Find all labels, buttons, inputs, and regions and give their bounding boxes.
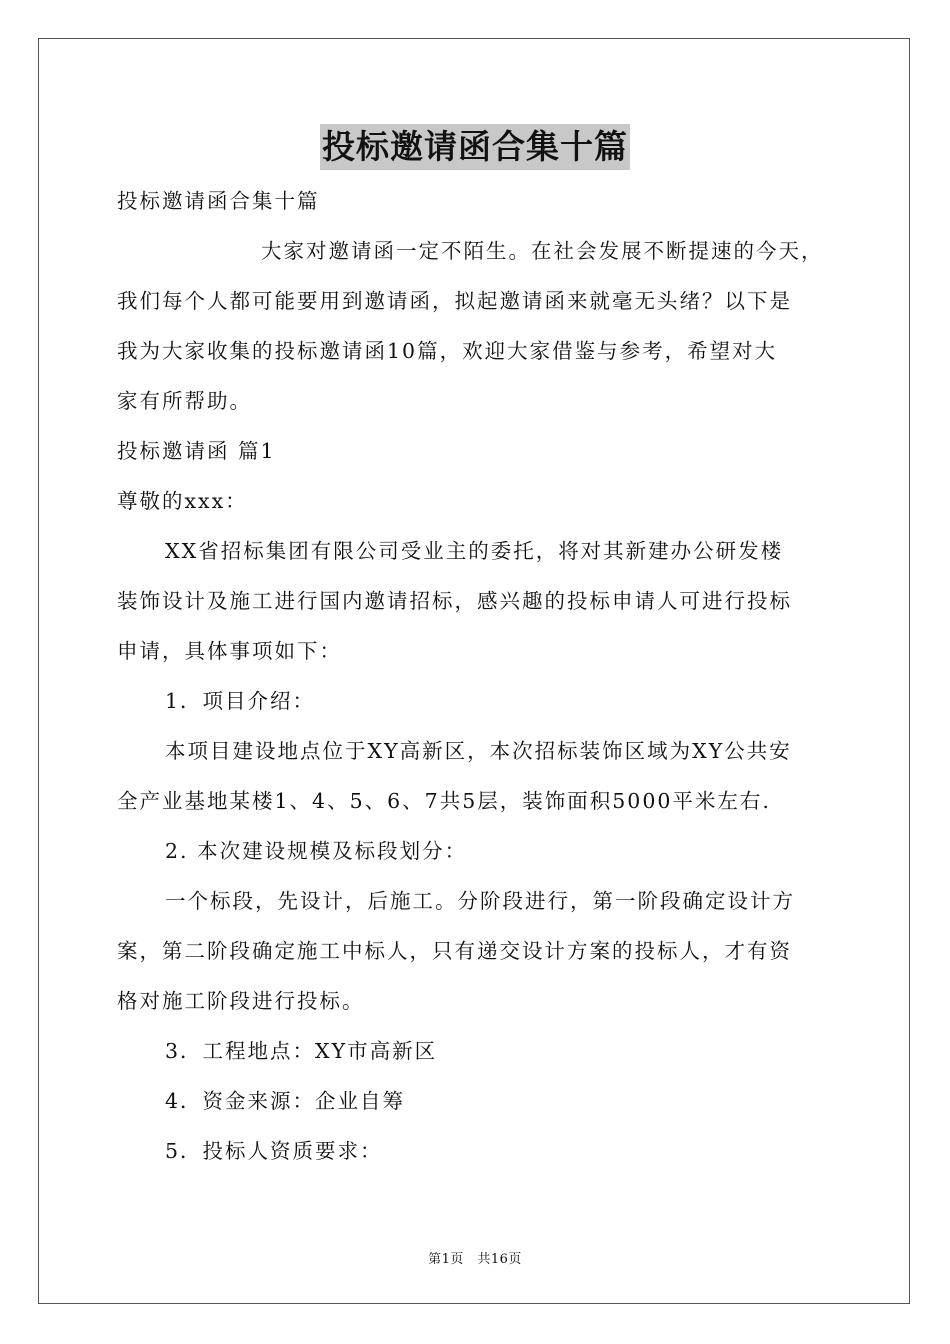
document-title: 投标邀请函合集十篇 bbox=[320, 124, 630, 170]
list-item: 3．工程地点：XY市高新区 bbox=[165, 1039, 438, 1063]
list-item: 4．资金来源：企业自筹 bbox=[165, 1089, 406, 1113]
body-line: 一个标段，先设计，后施工。分阶段进行，第一阶段确定设计方 bbox=[165, 889, 795, 913]
salutation: 尊敬的xxx： bbox=[117, 489, 248, 513]
body-line: XX省招标集团有限公司受业主的委托，将对其新建办公研发楼 bbox=[165, 539, 784, 563]
body-line: 申请，具体事项如下： bbox=[117, 639, 342, 663]
section-heading: 投标邀请函 篇1 bbox=[117, 439, 276, 463]
body-line: 装饰设计及施工进行国内邀请招标，感兴趣的投标申请人可进行投标 bbox=[117, 589, 792, 613]
list-item: 2. 本次建设规模及标段划分： bbox=[165, 839, 468, 863]
body-line: 全产业基地某楼1、4、5、6、7共5层，装饰面积5000平米左右. bbox=[117, 789, 771, 813]
body-line: 本项目建设地点位于XY高新区，本次招标装饰区域为XY公共安 bbox=[165, 739, 792, 763]
body-line: 大家对邀请函一定不陌生。在社会发展不断提速的今天， bbox=[261, 239, 824, 263]
document-body bbox=[117, 176, 837, 1176]
page-footer: 第1页 共16页 bbox=[428, 1252, 522, 1267]
list-item: 1．项目介绍： bbox=[165, 689, 316, 713]
body-line: 我们每个人都可能要用到邀请函，拟起邀请函来就毫无头绪？以下是 bbox=[117, 289, 792, 313]
body-line: 投标邀请函合集十篇 bbox=[117, 189, 320, 213]
body-line: 家有所帮助。 bbox=[117, 389, 252, 413]
title-container bbox=[0, 124, 950, 170]
body-line: 我为大家收集的投标邀请函10篇，欢迎大家借鉴与参考，希望对大 bbox=[117, 339, 778, 363]
body-line: 案，第二阶段确定施工中标人，只有递交设计方案的投标人，才有资 bbox=[117, 939, 792, 963]
list-item: 5．投标人资质要求： bbox=[165, 1139, 383, 1163]
body-line: 格对施工阶段进行投标。 bbox=[117, 989, 365, 1013]
